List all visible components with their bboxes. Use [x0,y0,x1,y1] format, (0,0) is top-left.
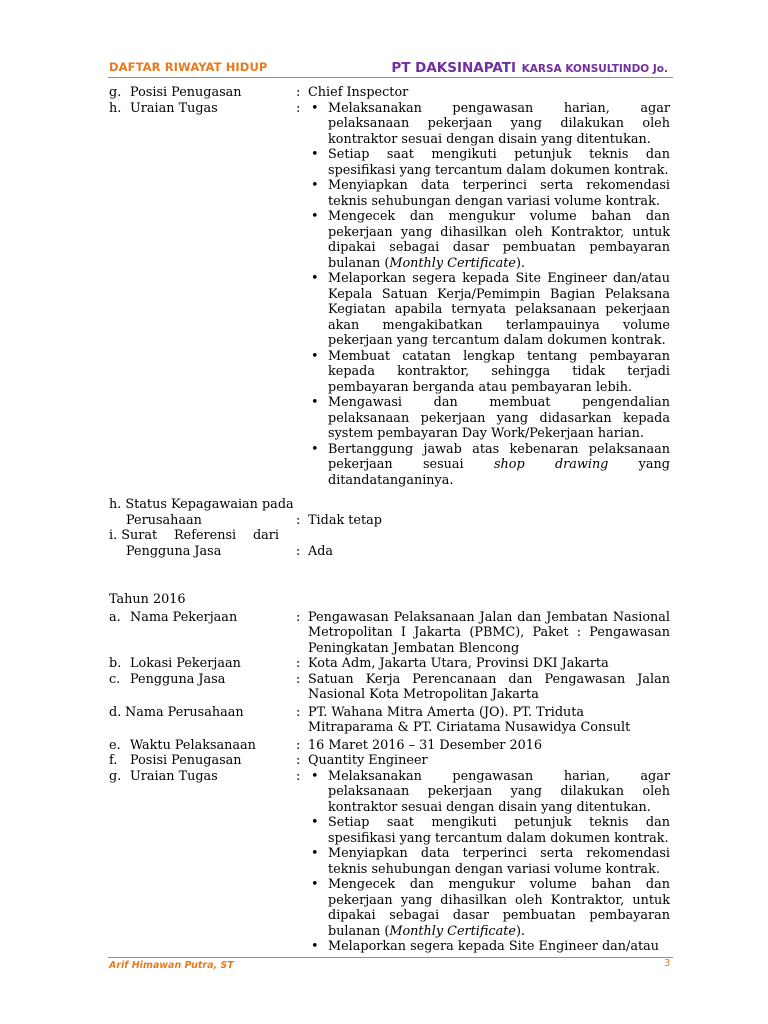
field-number: g. [109,85,122,100]
bullet-icon: • [311,348,319,364]
field-row-pengguna-jasa: c. Pengguna Jasa : Satuan Kerja Perencanaan dan Pengawasan Jalan Nasional Kota Metropolitan Jakarta [109,671,670,702]
header-divider [108,77,673,78]
field-label-line2: Pengguna Jasa [126,543,222,559]
company-name-main: PT DAKSINAPATI [391,60,517,76]
field-row-nama-pekerjaan: a. Nama Pekerjaan : Pengawasan Pelaksanaan Jalan dan Jembatan Nasional Metropolitan I Jakarta (PBMC), Paket : Pengawasan Peningkatan Jembatan Blencong [109,609,670,656]
bullet-icon: • [311,178,319,193]
bullet-icon: • [311,271,319,286]
list-item: • Melaksanakan pengawasan harian, agar pelaksanaan pekerjaan yang dilakukan oleh kontraktor sesuai dengan disain yang ditentukan. [311,768,670,815]
list-item: • Bertanggung jawab atas kebenaran pelaksanaan pekerjaan sesuai shop drawing yang ditandatanganinya. [311,441,670,488]
list-item: • Melaporkan segera kepada Site Engineer dan/atau Kepala Satuan Kerja/Pemimpin Bagian Pelaksana Kegiatan apabila ternyata pelaksanaan pekerjaan akan mengakibatkan terlampauinya volume pekerjaan yang tercantum dalam dokumen kontrak. [311,271,670,348]
field-value: Satuan Kerja Perencanaan dan Pengawasan Jalan Nasional Kota Metropolitan Jakarta [308,671,670,702]
list-item: • Mengawasi dan membuat pengendalian pelaksanaan pekerjaan yang didasarkan kepada system pembayaran Day Work/Pekerjaan harian. [311,395,670,441]
bullet-icon: • [311,209,319,224]
bullet-icon: • [311,147,319,162]
field-row-surat: i. Surat Referensi dari Pengguna Jasa : Ada [109,528,670,559]
field-colon: : [296,85,301,100]
document-header-title: DAFTAR RIWAYAT HIDUP [109,60,268,74]
field-label-line1: Status Kepagawaian pada [125,497,294,512]
page-number: 3 [664,958,671,969]
field-value: Ada [308,543,334,559]
bullet-icon: • [311,395,319,410]
section-year: Tahun 2016 [109,592,186,607]
field-row-lokasi: b. Lokasi Pekerjaan : Kota Adm, Jakarta Utara, Provinsi DKI Jakarta [109,656,670,672]
list-item: • Setiap saat mengikuti petunjuk teknis dan spesifikasi yang tercantum dalam dokumen kontrak. [311,147,670,178]
list-item: • Menyiapkan data terperinci serta rekomendasi teknis sehubungan dengan variasi volume kontrak. [311,846,670,877]
field-number: i. [109,528,118,543]
field-value: PT. Wahana Mitra Amerta (JO). PT. Triduta Mitraparama & PT. Ciriatama Nusawidya Consult [308,704,631,735]
task-list [308,769,670,955]
field-row-nama-perusahaan: d. Nama Perusahaan : PT. Wahana Mitra Amerta (JO). PT. Triduta Mitraparama & PT. Ciriatama Nusawidya Consult [109,705,670,736]
list-item: • Setiap saat mengikuti petunjuk teknis dan spesifikasi yang tercantum dalam dokumen kontrak. [311,815,670,846]
bullet-icon: • [311,846,319,861]
field-colon: : [296,543,301,559]
field-label: Uraian Tugas [130,100,218,116]
field-row-waktu: e. Waktu Pelaksanaan : 16 Maret 2016 – 31 Desember 2016 [109,738,670,754]
company-name-header [391,57,668,76]
footer-author-name: Arif Himawan Putra, ST [109,960,234,971]
field-colon: : [296,100,301,116]
field-value: Tidak tetap [308,512,382,528]
list-item: • Melaksanakan pengawasan harian, agar pelaksanaan pekerjaan yang dilakukan oleh kontraktor sesuai dengan disain yang ditentukan. [311,100,670,147]
field-number: h. [109,100,122,116]
cv-content [109,85,670,955]
field-row-posisi [109,85,670,101]
footer-divider [108,957,673,958]
task-list [308,101,670,489]
bullet-icon: • [311,441,319,457]
field-row-posisi-2016: f. Posisi Penugasan : Quantity Engineer [109,753,670,769]
list-item: • Menyiapkan data terperinci serta rekomendasi teknis sehubungan dengan variasi volume kontrak. [311,178,670,209]
field-value: Pengawasan Pelaksanaan Jalan dan Jembatan Nasional Metropolitan I Jakarta (PBMC), Paket : Pengawasan Peningkatan Jembatan Blencong [308,609,670,656]
field-label-line2: Perusahaan [126,512,202,528]
field-value: Quantity Engineer [308,753,428,768]
field-row-uraian-2016: g. Uraian Tugas : • Melaksanakan pengawasan harian, agar pelaksanaan pekerjaan yang dilakukan oleh kontraktor sesuai dengan disain yang ditentukan. • Setiap saat mengikuti petunjuk teknis dan spesifikasi yang tercantum dalam dokumen kontrak. • Menyiapkan data terperinci serta rekomendasi teknis sehubungan dengan variasi volume kontrak. • Mengecek dan mengukur volume bahan dan pekerjaan yang dihasilkan oleh Kontraktor, untuk dipakai sebagai dasar pembuatan pembayaran bulanan (Monthly Certificate). • Melaporkan segera kepada Site Engineer dan/atau [109,768,670,954]
bullet-icon: • [311,768,319,784]
list-item: • Membuat catatan lengkap tentang pembayaran kepada kontraktor, sehingga tidak terjadi pembayaran berganda atau pembayaran lebih. [311,348,670,395]
field-number: h. [109,497,122,512]
field-colon: : [296,512,301,528]
list-item: • Mengecek dan mengukur volume bahan dan pekerjaan yang dihasilkan oleh Kontraktor, untuk dipakai sebagai dasar pembuatan pembayaran bulanan (Monthly Certificate). [311,877,670,939]
bullet-icon: • [311,939,319,954]
field-value: Kota Adm, Jakarta Utara, Provinsi DKI Jakarta [308,656,609,671]
list-item: • Mengecek dan mengukur volume bahan dan pekerjaan yang dihasilkan oleh Kontraktor, untuk dipakai sebagai dasar pembuatan pembayaran bulanan (Monthly Certificate). [311,209,670,271]
field-row-status [109,497,670,528]
company-name-sub: KARSA KONSULTINDO Jo. [521,63,668,75]
bullet-icon: • [311,877,319,892]
bullet-icon: • [311,100,319,116]
field-value: Chief Inspector [308,85,409,100]
field-value: 16 Maret 2016 – 31 Desember 2016 [308,737,543,753]
bullet-icon: • [311,815,319,830]
list-item: • Melaporkan segera kepada Site Engineer dan/atau [311,939,659,954]
field-label: Posisi Penugasan [130,85,242,100]
field-row-uraian [109,101,670,489]
